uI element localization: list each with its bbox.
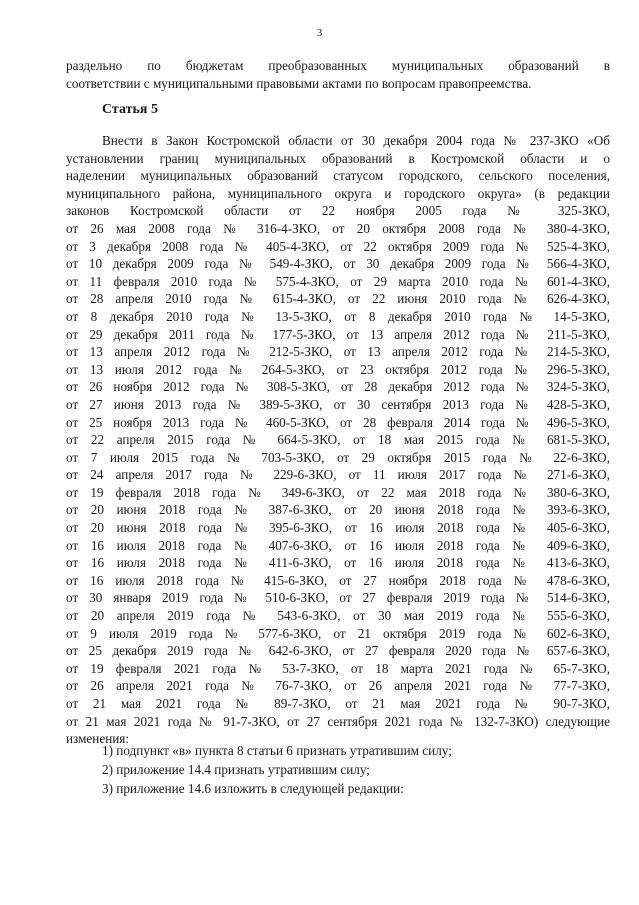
body-line: Внести в Закон Костромской области от 30 декабря 2004 года № 237-ЗКО «Об bbox=[102, 133, 610, 148]
intro-line: соответствии с муниципальными правовыми актами по вопросам правопреемства. bbox=[66, 75, 532, 91]
body-line: муниципального района, муниципального округа и городского округа» (в редакции bbox=[66, 185, 610, 201]
intro-paragraph bbox=[66, 57, 610, 92]
body-line: от 9 июля 2019 года № 577-6-ЗКО, от 21 октября 2019 года № 602-6-ЗКО, bbox=[66, 625, 610, 641]
body-line: от 21 мая 2021 года № 89-7-ЗКО, от 21 мая 2021 года № 90-7-ЗКО, bbox=[66, 696, 610, 711]
list-item: 3) приложение 14.6 изложить в следующей редакции: bbox=[102, 781, 404, 796]
list-item: 1) подпункт «в» пункта 8 статьи 6 признать утратившим силу; bbox=[102, 743, 452, 758]
body-line: от 27 июня 2013 года № 389-5-ЗКО, от 30 сентября 2013 года № 428-5-ЗКО, bbox=[66, 396, 610, 412]
body-line: от 13 июля 2012 года № 264-5-ЗКО, от 23 октября 2012 года № 296-5-ЗКО, bbox=[66, 361, 610, 377]
body-line: от 20 апреля 2019 года № 543-6-ЗКО, от 30 мая 2019 года № 555-6-ЗКО, bbox=[66, 608, 610, 624]
body-line: от 25 ноября 2013 года № 460-5-ЗКО, от 28 февраля 2014 года № 496-5-ЗКО, bbox=[66, 414, 610, 430]
body-line: от 3 декабря 2008 года № 405-4-ЗКО, от 22 октября 2009 года № 525-4-ЗКО, bbox=[66, 238, 610, 254]
list-item: 2) приложение 14.4 признать утратившим силу; bbox=[102, 762, 370, 777]
body-line: от 24 апреля 2017 года № 229-6-ЗКО, от 11 июля 2017 года № 271-6-ЗКО, bbox=[66, 467, 610, 483]
article-heading: Статья 5 bbox=[102, 102, 158, 117]
body-line: от 22 апреля 2015 года № 664-5-ЗКО, от 18 мая 2015 года № 681-5-ЗКО, bbox=[66, 432, 610, 448]
body-line: от 8 декабря 2010 года № 13-5-ЗКО, от 8 декабря 2010 года № 14-5-ЗКО, bbox=[66, 308, 610, 324]
body-line: от 20 июня 2018 года № 395-6-ЗКО, от 16 июля 2018 года № 405-6-ЗКО, bbox=[66, 520, 610, 536]
body-line: от 19 февраля 2018 года № 349-6-ЗКО, от 22 мая 2018 года № 380-6-ЗКО, bbox=[66, 484, 610, 500]
body-line: от 26 апреля 2021 года № 76-7-ЗКО, от 26 апреля 2021 года № 77-7-ЗКО, bbox=[66, 678, 610, 694]
body-line: от 28 апреля 2010 года № 615-4-ЗКО, от 22 июня 2010 года № 626-4-ЗКО, bbox=[66, 291, 610, 307]
page-number: 3 bbox=[316, 27, 323, 39]
body-line: от 25 декабря 2019 года № 642-6-ЗКО, от 27 февраля 2020 года № 657-6-ЗКО, bbox=[66, 643, 610, 659]
body-line: от 16 июля 2018 года № 411-6-ЗКО, от 16 июля 2018 года № 413-6-ЗКО, bbox=[66, 555, 610, 571]
body-line: от 16 июля 2018 года № 407-6-ЗКО, от 16 июля 2018 года № 409-6-ЗКО, bbox=[66, 537, 610, 553]
body-line: от 30 января 2019 года № 510-6-ЗКО, от 27 февраля 2019 года № 514-6-ЗКО, bbox=[66, 590, 610, 606]
body-line: от 11 февраля 2010 года № 575-4-ЗКО, от 29 марта 2010 года № 601-4-ЗКО, bbox=[66, 273, 610, 289]
body-line: наделении муниципальных образований статусом городского, сельского поселения, bbox=[66, 168, 610, 184]
body-line: от 20 июня 2018 года № 387-6-ЗКО, от 20 июня 2018 года № 393-6-ЗКО, bbox=[66, 502, 610, 518]
body-line: от 26 ноября 2012 года № 308-5-ЗКО, от 28 декабря 2012 года № 324-5-ЗКО, bbox=[66, 379, 610, 395]
body-line: от 29 декабря 2011 года № 177-5-ЗКО, от 13 апреля 2012 года № 211-5-ЗКО, bbox=[66, 326, 610, 342]
body-line: от 7 июля 2015 года № 703-5-ЗКО, от 29 октября 2015 года № 22-6-ЗКО, bbox=[66, 449, 610, 465]
body-line: законов Костромской области от 22 ноября 2005 года № 325-ЗКО, bbox=[66, 203, 610, 219]
body-line: от 13 апреля 2012 года № 212-5-ЗКО, от 13 апреля 2012 года № 214-5-ЗКО, bbox=[66, 344, 610, 360]
body-line: от 10 декабря 2009 года № 549-4-ЗКО, от 30 декабря 2009 года № 566-4-ЗКО, bbox=[66, 256, 610, 272]
article-body bbox=[66, 132, 610, 748]
body-line: изменения: bbox=[66, 731, 130, 747]
body-line: от 16 июля 2018 года № 415-6-ЗКО, от 27 ноября 2018 года № 478-6-ЗКО, bbox=[66, 572, 610, 588]
body-line: от 19 февраля 2021 года № 53-7-ЗКО, от 18 марта 2021 года № 65-7-ЗКО, bbox=[66, 660, 610, 676]
body-line: от 26 мая 2008 года № 316-4-ЗКО, от 20 октября 2008 года № 380-4-ЗКО, bbox=[66, 220, 610, 236]
intro-line: раздельно по бюджетам преобразованных муниципальных образований в bbox=[66, 58, 610, 73]
body-line: установлении границ муниципальных образований в Костромской области и о bbox=[66, 150, 610, 166]
body-line: от 21 мая 2021 года № 91-7-ЗКО, от 27 сентября 2021 года № 132-7-ЗКО) следующие bbox=[66, 713, 610, 729]
